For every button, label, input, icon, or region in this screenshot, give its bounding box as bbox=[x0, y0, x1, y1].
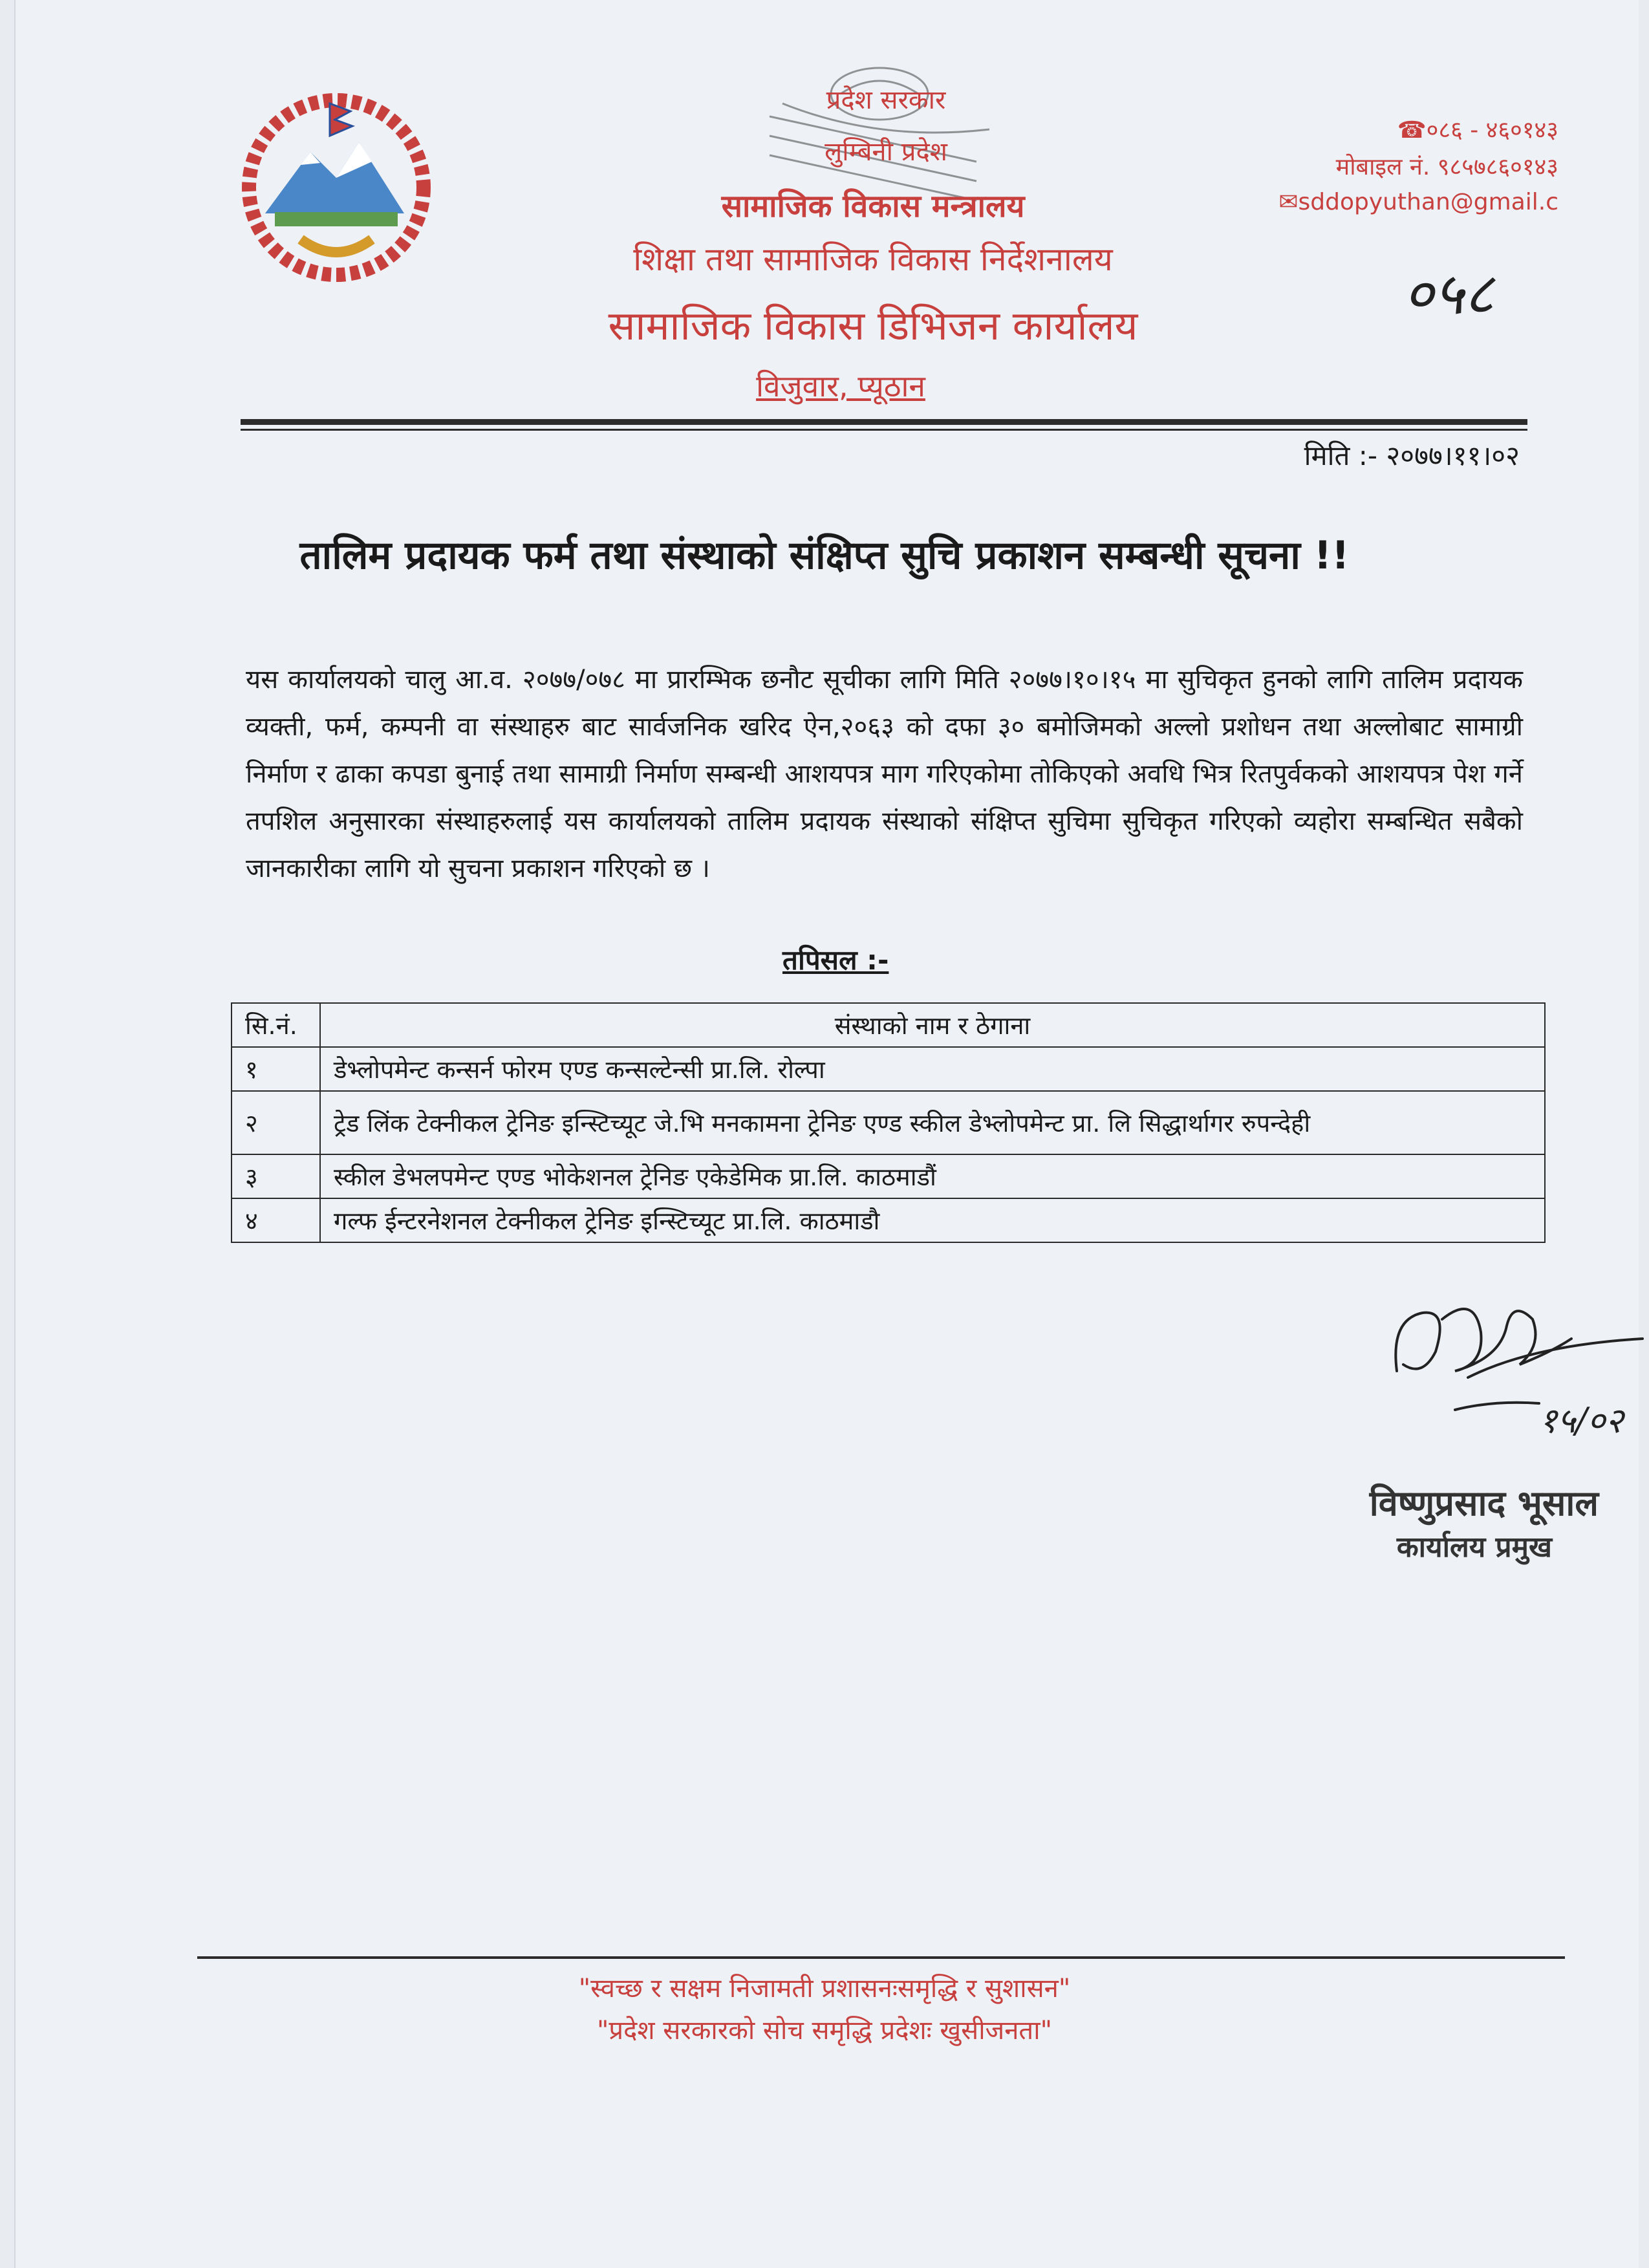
header-location: विजुवार, प्यूठान bbox=[756, 369, 925, 404]
contact-email: ✉sddopyuthan@gmail.c bbox=[1278, 189, 1558, 215]
row-sn: १ bbox=[232, 1047, 320, 1091]
table-row bbox=[232, 1198, 1545, 1242]
row-org-name: डेभ्लोपमेन्ट कन्सर्न फोरम एण्ड कन्सल्टेन्सी प्रा.लि. रोल्पा bbox=[320, 1047, 1545, 1091]
signer-name: विष्णुप्रसाद भूसाल bbox=[1369, 1483, 1599, 1524]
organization-table bbox=[231, 1002, 1546, 1243]
table-row bbox=[232, 1091, 1545, 1154]
table-row bbox=[232, 1154, 1545, 1198]
row-sn: २ bbox=[232, 1091, 320, 1154]
footer-slogan-2: "प्रदेश सरकारको सोच समृद्धि प्रदेशः खुसीजनता" bbox=[596, 2016, 1052, 2046]
row-sn: ३ bbox=[232, 1154, 320, 1198]
footer-divider bbox=[197, 1956, 1565, 1959]
signer-title: कार्यालय प्रमुख bbox=[1396, 1531, 1552, 1564]
row-org-name: स्कील डेभलपमेन्ट एण्ड भोकेशनल ट्रेनिङ एकेडेमिक प्रा.लि. काठमाडौं bbox=[320, 1154, 1545, 1198]
header-office: सामाजिक विकास डिभिजन कार्यालय bbox=[608, 302, 1138, 349]
handwritten-signature bbox=[1377, 1280, 1649, 1455]
notice-title: तालिम प्रदायक फर्म तथा संस्थाको संक्षिप्त सुचि प्रकाशन सम्बन्धी सूचना !! bbox=[299, 533, 1350, 578]
nepal-emblem-icon bbox=[239, 91, 433, 285]
column-header-name: संस्थाको नाम र ठेगाना bbox=[320, 1003, 1545, 1047]
document-date: मिति :- २०७७।११।०२ bbox=[1304, 440, 1520, 471]
row-sn: ४ bbox=[232, 1198, 320, 1242]
column-header-sn: सि.नं. bbox=[232, 1003, 320, 1047]
tapasil-heading: तपिसल :- bbox=[782, 944, 889, 976]
header-line-1: प्रदेश सरकार bbox=[826, 85, 946, 115]
header-divider-thick bbox=[241, 419, 1527, 425]
handwritten-reference-mark: ०५८ bbox=[1403, 260, 1494, 328]
header-ministry: सामाजिक विकास मन्त्रालय bbox=[721, 188, 1025, 224]
header-directorate: शिक्षा तथा सामाजिक विकास निर्देशनालय bbox=[633, 241, 1113, 278]
header-line-2: लुम्बिनी प्रदेश bbox=[824, 137, 947, 167]
footer-slogan-1: "स्वच्छ र सक्षम निजामती प्रशासनःसमृद्धि र सुशासन" bbox=[578, 1974, 1071, 2003]
notice-body: यस कार्यालयको चालु आ.व. २०७७/०७८ मा प्रारम्भिक छनौट सूचीका लागि मिति २०७७।१०।१५ मा सुचिकृत हुनको लागि तालिम प्रदायक व्यक्ती, फर्म, कम्पनी वा संस्थाहरु बाट सार्वजनिक खरिद ऐन,२०६३ को दफा ३० बमोजिमको अल्लो प्रशोधन तथा अल्लोबाट सामाग्री निर्माण र ढाका कपडा बुनाई तथा सामाग्री निर्माण सम्बन्धी आशयपत्र माग गरिएकोमा तोकिएको अवधि भित्र रितपुर्वकको आशयपत्र पेश गर्ने तपशिल अनुसारका संस्थाहरुलाई यस कार्यालयको तालिम प्रदायक संस्थाको संक्षिप्त सुचिमा सुचिकृत गरिएको व्यहोरा सम्बन्धित सबैको जानकारीका लागि यो सुचना प्रकाशन गरिएको छ । bbox=[246, 665, 1523, 883]
signature-date: १५/०२ bbox=[1539, 1400, 1624, 1441]
table-row bbox=[232, 1047, 1545, 1091]
row-org-name: ट्रेड लिंक टेक्नीकल ट्रेनिङ इन्स्टिच्यूट जे.भि मनकामना ट्रेनिङ एण्ड स्कील डेभ्लोपमेन्ट प्रा. लि सिद्धार्थागर रुपन्देही bbox=[320, 1091, 1545, 1154]
contact-phone: ☎०८६ - ४६०१४३ bbox=[1397, 117, 1558, 144]
header-divider-thin bbox=[241, 429, 1527, 431]
row-org-name: गल्फ ईन्टरनेशनल टेक्नीकल ट्रेनिङ इन्स्टिच्यूट प्रा.लि. काठमाडौ bbox=[320, 1198, 1545, 1242]
table-header-row bbox=[232, 1003, 1545, 1047]
contact-mobile: मोबाइल नं. ९८५७८६०१४३ bbox=[1335, 154, 1558, 180]
